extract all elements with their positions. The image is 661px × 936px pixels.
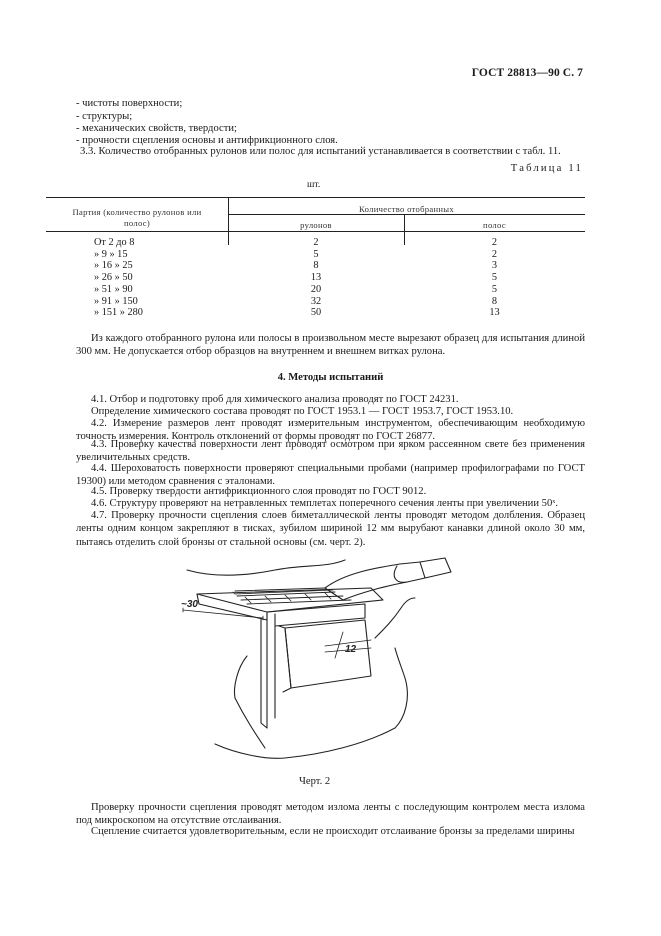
col-header-party-line: Партия (количество рулонов или (72, 207, 202, 217)
table-cell-strips: 5 (491, 272, 498, 284)
col-header-strips: полос (483, 220, 506, 230)
col-header-group: Количество отобранных (359, 204, 454, 214)
col-header-party (46, 207, 228, 228)
table-cell-party: » 16 » 25 (94, 260, 133, 272)
chisel-collar (394, 566, 407, 582)
table-cell-strips: 5 (491, 283, 498, 295)
paragraph-4-2: 4.2. Измерение размеров лент проводят измерительным инструментом, обеспечивающим необходимую точность измерения. Контроль отклонений от формы проводят по ГОСТ 26877. (76, 418, 585, 443)
table-top-rule (46, 197, 585, 198)
table-cell-party: » 51 » 90 (94, 283, 133, 295)
bullet-item: - чистоты поверхности; (76, 98, 183, 109)
bullet-item: - структуры; (76, 111, 133, 122)
table-cell-strips: 13 (489, 307, 500, 319)
bullet-item: - механических свойств, твердости; (76, 123, 237, 134)
table-header-rule (46, 231, 585, 232)
chisel-test-figure (175, 548, 465, 768)
table-unit: шт. (307, 179, 321, 190)
table-cell-strips: 8 (491, 295, 498, 307)
table-cell-rolls: 5 (313, 248, 319, 260)
paragraph-sample: Из каждого отобранного рулона или полосы в произвольном месте вырезают образец для испытания длиной 300 мм. Не допускается отбор образцов на внутреннем и внешнем витках рулона. (76, 333, 585, 358)
figure-caption: Черт. 2 (299, 776, 331, 787)
paragraph-4-5: 4.5. Проверку твердости антифрикционного слоя проводят по ГОСТ 9012. (91, 486, 427, 497)
table-cell-rolls: 8 (313, 260, 319, 272)
dim-12-label: 12 (345, 644, 357, 655)
paragraph-3-3: 3.3. Количество отобранных рулонов или полос для испытаний устанавливается в соответствии с табл. 11. (80, 146, 561, 157)
table-cell-rolls: 13 (310, 272, 322, 284)
strip-front-edge (197, 594, 267, 620)
table-cell-rolls: 2 (313, 237, 319, 248)
paragraph-fracture: Проверку прочности сцепления проводят методом излома ленты с последующим контролем места излома под микроскопом на отсутствие отслаивания. (76, 802, 585, 827)
vise-jaw-side (261, 618, 267, 728)
table-cell-party: » 151 » 280 (94, 307, 143, 319)
dim-30-label: ~30 (181, 599, 198, 610)
hand-lower-outline (215, 648, 407, 758)
table-cell-party: » 9 » 15 (94, 248, 128, 260)
table-cell-strips: 2 (491, 248, 498, 260)
table-cell-strips: 3 (491, 260, 498, 272)
table-cell-party: » 26 » 50 (94, 272, 133, 284)
bullet-item: - прочности сцепления основы и антифрикционного слоя. (76, 135, 338, 146)
table-cell-rolls: 50 (310, 307, 322, 319)
col-header-party-line: полос) (123, 217, 151, 228)
paragraph-4-1b: Определение химического состава проводят по ГОСТ 1953.1 — ГОСТ 1953.7, ГОСТ 1953.10. (91, 406, 514, 417)
page-header: ГОСТ 28813—90 С. 7 (471, 67, 583, 79)
vise-jaw (267, 604, 365, 728)
paragraph-last: Сцепление считается удовлетворительным, если не происходит отслаивание бронзы за пределами ширины (91, 826, 575, 837)
bent-strip-plate (285, 620, 371, 688)
paragraph-4-1: 4.1. Отбор и подготовку проб для химического анализа проводят по ГОСТ 24231. (91, 394, 459, 405)
table-cell-strips: 2 (491, 237, 498, 248)
paragraph-4-3: 4.3. Проверку качества поверхности лент проводят осмотром при ярком рассеянном свете без применения увеличительных средств. (76, 439, 585, 464)
dim-12-leader (335, 632, 343, 658)
section-title: 4. Методы испытаний (277, 372, 384, 383)
hand-thumb-outline (375, 598, 415, 638)
paragraph-4-7: 4.7. Проверку прочности сцепления слоев биметаллической ленты проводят методом долбления. Образец ленты одним концом закрепляют в тисках, зубилом шириной 12 мм вырубают канавки длиной около 30 мм, пытаясь отделить слой бронзы от стальной основы (см. черт. 2). (76, 510, 585, 548)
col-header-rolls: рулонов (300, 220, 332, 230)
table-cell-party: От 2 до 8 (94, 237, 135, 248)
table-cell-rolls: 20 (310, 283, 322, 295)
hand-left-outline (235, 656, 248, 698)
table-cell-party: » 91 » 150 (94, 295, 138, 307)
paragraph-4-6: 4.6. Структуру проверяют на нетравленных темплетах поперечного сечения ленты при увеличении 50ˣ. (91, 498, 558, 509)
hand-upper-outline (187, 560, 345, 575)
bent-strip-edge (279, 626, 291, 692)
chisel-handle (420, 558, 451, 578)
chisel-shaft-top (325, 562, 420, 588)
table-caption: Таблица 11 (510, 163, 583, 174)
paragraph-4-4: 4.4. Шероховатость поверхности проверяют специальными пробами (например профилографами по ГОСТ 19300) или методом сравнения с эталонами. (76, 463, 585, 488)
table-cell-rolls: 32 (310, 295, 322, 307)
